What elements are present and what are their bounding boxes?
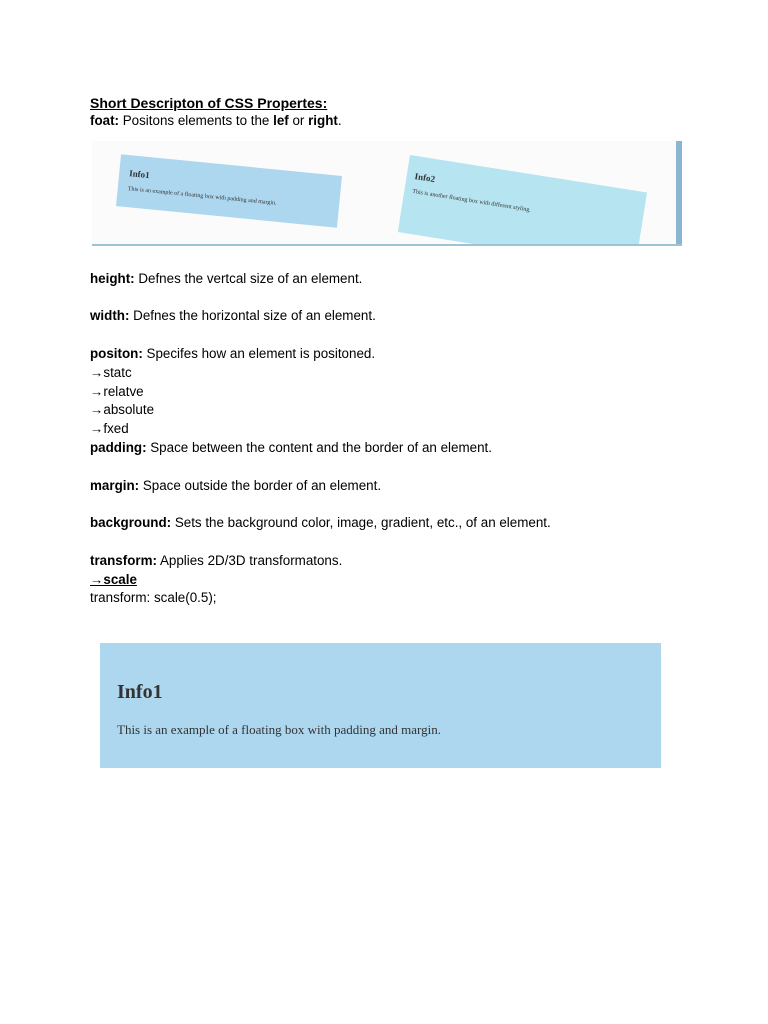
- float-desc-end: .: [337, 113, 342, 128]
- float-box-info2-text: This is another floating box with different styling.: [411, 188, 532, 214]
- padding-desc: Space between the content and the border of an element.: [146, 439, 492, 455]
- background-definition: [90, 514, 690, 533]
- float-desc-mid: or: [288, 113, 309, 128]
- transform-example-code: transform: scale(0.5);: [90, 590, 217, 606]
- height-desc: Defnes the vertcal size of an element.: [134, 270, 363, 286]
- width-term: width:: [90, 308, 130, 324]
- position-value-fixed: →fxed: [90, 421, 129, 437]
- width-definition: [90, 307, 690, 326]
- scaled-info-box-title: Info1: [117, 681, 163, 703]
- float-box-info1-text: This is an example of a floating box with padding and margin.: [127, 185, 277, 207]
- padding-definition: [90, 439, 690, 458]
- float-box-info2-title: Info2: [413, 170, 436, 184]
- float-box-info1-title: Info1: [128, 168, 151, 180]
- float-desc-pre: Positons elements to the: [119, 113, 274, 128]
- float-term: foat:: [90, 113, 120, 128]
- transform-term: transform:: [90, 552, 157, 568]
- document-body: [90, 93, 690, 608]
- margin-desc: Space outside the border of an element.: [139, 477, 382, 493]
- position-value-absolute: →absolute: [90, 402, 155, 418]
- position-definition: [90, 345, 690, 364]
- transform-scale-subheading: →scale: [90, 571, 137, 587]
- height-term: height:: [90, 270, 135, 286]
- background-desc: Sets the background color, image, gradient, etc., of an element.: [171, 515, 551, 531]
- position-value-relative: →relatve: [90, 383, 144, 399]
- float-left-word: lef: [273, 113, 289, 128]
- scaled-info-box: [100, 643, 661, 768]
- transform-desc: Applies 2D/3D transformatons.: [156, 552, 343, 568]
- float-definition: [90, 112, 690, 131]
- margin-term: margin:: [90, 477, 140, 493]
- scaled-info-box-text: This is an example of a floating box with padding and margin.: [117, 722, 441, 737]
- background-term: background:: [90, 515, 172, 531]
- float-example-figure: [92, 141, 682, 246]
- transform-definition: [90, 552, 690, 571]
- position-term: positon:: [90, 345, 143, 361]
- margin-definition: [90, 477, 690, 496]
- figure-edge-divider: [676, 141, 682, 244]
- height-definition: [90, 270, 690, 289]
- float-box-info1: [116, 154, 342, 227]
- position-desc: Specifes how an element is positoned.: [142, 345, 376, 361]
- padding-term: padding:: [90, 439, 147, 455]
- page-title: Short Descripton of CSS Propertes:: [90, 95, 328, 111]
- position-value-static: →statc: [90, 364, 132, 380]
- float-box-info2: [398, 155, 647, 246]
- width-desc: Defnes the horizontal size of an element.: [129, 308, 376, 324]
- float-right-word: right: [308, 113, 338, 128]
